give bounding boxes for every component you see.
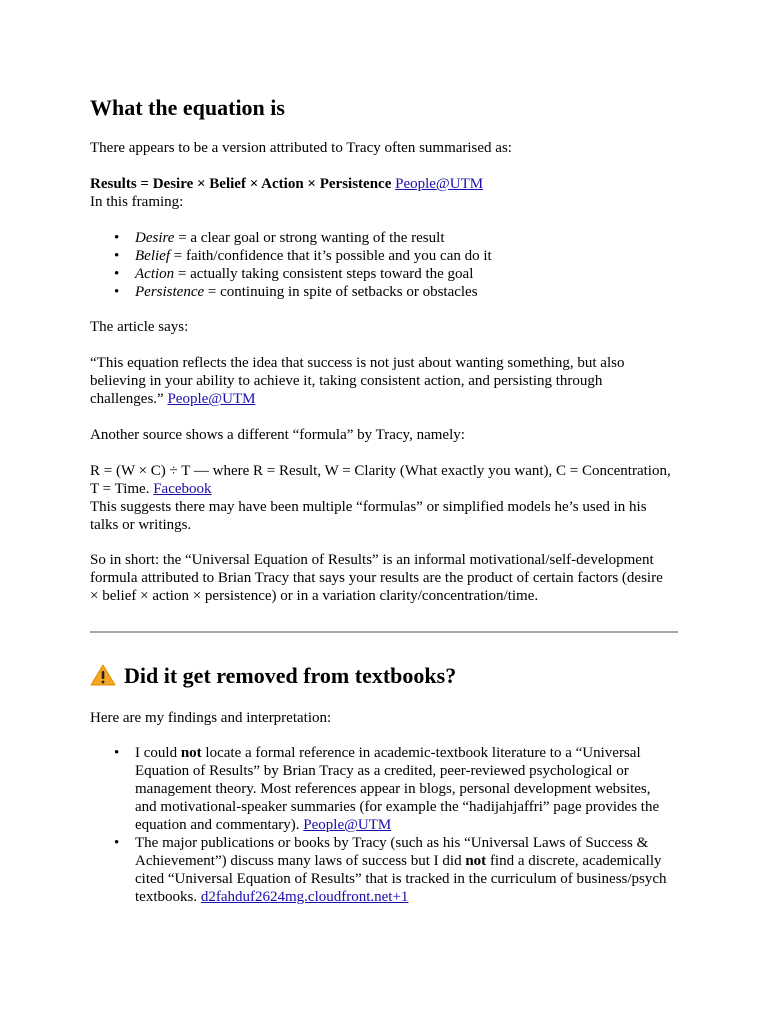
intro-paragraph: There appears to be a version attributed to Tracy often summarised as: [90,140,512,156]
definition: = actually taking consistent steps toward the goal [174,266,474,282]
suggests-paragraph: This suggests there may have been multiple “formulas” or simplified models he’s used in his talks or writings. [90,499,647,533]
factor-list [90,229,690,301]
list-item-finding-2 [90,834,672,906]
source-link-people-utm[interactable]: People@UTM [167,391,256,407]
source-link-people-utm[interactable]: People@UTM [395,176,484,192]
findings-intro: Here are my findings and interpretation: [90,710,332,726]
definition: = faith/confidence that it’s possible and you can do it [169,248,492,264]
heading-text: Did it get removed from textbooks? [124,663,457,688]
term: Action [135,266,175,282]
list-item-belief [90,247,690,265]
text: locate a formal reference in academic-textbook literature to a “Universal Equation of Results” by Brian Tracy as a credited, peer-reviewed psychological or management theory. Most references appear in blogs, personal development websites, and motivational-speaker summaries (for example the “hadijahjaffri” page provides the equation and commentary). [135,745,660,833]
text: I could [135,745,181,761]
formula-text: Results = Desire × Belief × Action × Persistence [90,176,392,192]
term: Desire [135,230,175,246]
warning-icon [90,664,116,686]
quote-text: “This equation reflects the idea that success is not just about wanting something, but also believing in your ability to achieve it, taking consistent action, and persisting through challenges.” [90,355,625,407]
definition: = continuing in spite of setbacks or obstacles [204,284,478,300]
source-link-people-utm[interactable]: People@UTM [303,817,392,833]
framing-label: In this framing: [90,194,184,210]
term: Belief [135,248,170,264]
list-item-desire [90,229,690,247]
formula2-line [90,462,682,498]
summary-paragraph: So in short: the “Universal Equation of Results” is an informal motivational/self-development formula attributed to Brian Tracy that says your results are the product of certain factors (desire × belief × action × persistence) or in a variation clarity/concentration/time. [90,552,663,604]
article-says-label: The article says: [90,319,189,335]
section-divider [90,631,678,633]
source-link-facebook[interactable]: Facebook [153,481,212,497]
findings-list [90,744,672,906]
list-item-finding-1 [90,744,672,834]
quote-paragraph [90,354,650,408]
text: find a discrete, academically cited “Universal Equation of Results” that is tracked in the curriculum of business/psych textbooks. [135,853,667,905]
definition: = a clear goal or strong wanting of the result [174,230,445,246]
section-heading-textbooks [90,663,690,689]
emphasis: not [180,745,202,761]
emphasis: not [465,853,487,869]
source-link-cloudfront[interactable]: d2fahduf2624mg.cloudfront.net+1 [200,889,409,905]
formula-line [90,175,690,193]
section-heading-equation: What the equation is [90,95,285,120]
formula2-block [90,462,682,534]
another-source-paragraph: Another source shows a different “formula” by Tracy, namely: [90,427,465,443]
formula-block [90,175,690,211]
list-item-persistence [90,283,690,301]
text: The major publications or books by Tracy (such as his “Universal Laws of Success & Achievement”) discuss many laws of success but I did [135,835,649,869]
list-item-action [90,265,690,283]
term: Persistence [135,284,205,300]
formula2-text: R = (W × C) ÷ T — where R = Result, W = Clarity (What exactly you want), C = Concentration, T = Time. [90,463,671,497]
